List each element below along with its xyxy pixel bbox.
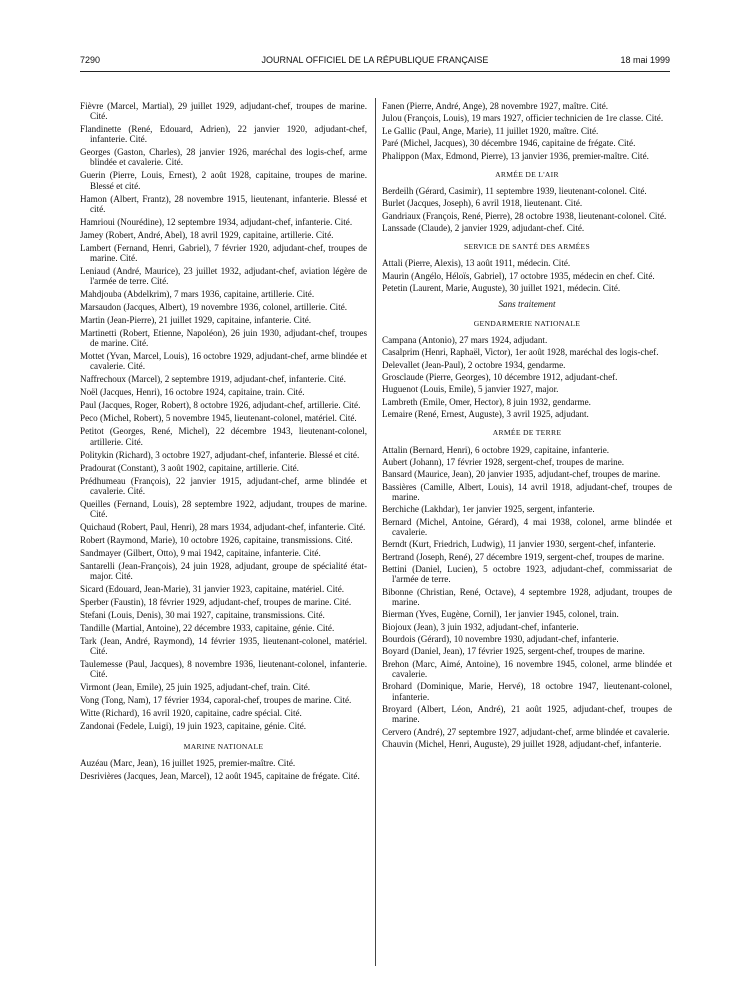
citation-entry: Paré (Michel, Jacques), 30 décembre 1946, capitaine de frégate. Cité. [382, 138, 636, 149]
header-rule [80, 71, 670, 72]
citation-entry: Prédhumeau (François), 22 janvier 1915, adjudant-chef, arme blindée et cavalerie. Cité. [80, 475, 367, 496]
citation-entry: Jamey (Robert, André, Abel), 18 avril 1929, capitaine, artillerie. Cité. [80, 229, 334, 240]
citation-entry: Chauvin (Michel, Henri, Auguste), 29 juillet 1928, adjudant-chef, infanterie. [382, 738, 662, 749]
citation-entry: Boyard (Daniel, Jean), 17 février 1925, sergent-chef, troupes de marine. [382, 646, 645, 657]
section-heading: ARMÉE DE TERRE [492, 428, 562, 438]
citation-entry: Berchiche (Lakhdar), 1er janvier 1925, sergent, infanterie. [382, 504, 595, 515]
citation-entry: Sperber (Faustin), 18 février 1929, adjudant-chef, troupes de marine. Cité. [80, 597, 352, 608]
citation-entry: Lanssade (Claude), 2 janvier 1929, adjudant-chef. Cité. [382, 223, 585, 234]
citation-entry: Auzéau (Marc, Jean), 16 juillet 1925, premier-maître. Cité. [80, 757, 296, 768]
citation-entry: Virmont (Jean, Emile), 25 juin 1925, adjudant-chef, train. Cité. [80, 682, 311, 693]
citation-entry: Bibonne (Christian, René, Octave), 4 septembre 1928, adjudant, troupes de marine. [382, 586, 672, 607]
citation-entry: Martin (Jean-Pierre), 21 juillet 1929, capitaine, infanterie. Cité. [80, 315, 312, 326]
citation-entry: Noël (Jacques, Henri), 16 octobre 1924, capitaine, train. Cité. [80, 387, 305, 398]
citation-entry: Bansard (Maurice, Jean), 20 janvier 1935, adjudant-chef, troupes de marine. [382, 469, 661, 480]
left-column [80, 101, 367, 784]
citation-entry: Fièvre (Marcel, Martial), 29 juillet 1929, adjudant-chef, troupes de marine. Cité. [80, 101, 367, 122]
citation-entry: Sicard (Edouard, Jean-Marie), 31 janvier 1923, capitaine, matériel. Cité. [80, 584, 345, 595]
citation-entry: Gandriaux (François, René, Pierre), 28 octobre 1938, lieutenant-colonel. Cité. [382, 210, 667, 221]
citation-entry: Lambreth (Emile, Omer, Hector), 8 juin 1932, gendarme. [382, 396, 591, 407]
citation-entry: Hamrioui (Nourédine), 12 septembre 1934, adjudant-chef, infanterie. Cité. [80, 216, 353, 227]
citation-entry: Zandonai (Fedele, Luigi), 19 juin 1923, capitaine, génie. Cité. [80, 721, 307, 732]
citation-entry: Bertrand (Joseph, René), 27 décembre 1919, sergent-chef, troupes de marine. [382, 551, 665, 562]
citation-entry: Attali (Pierre, Alexis), 13 août 1911, médecin. Cité. [382, 258, 571, 269]
journal-title: JOURNAL OFFICIEL DE LA RÉPUBLIQUE FRANÇAISE [261, 55, 489, 65]
citation-entry: Peco (Michel, Robert), 5 novembre 1945, lieutenant-colonel, matériel. Cité. [80, 413, 357, 424]
page-header [80, 55, 670, 69]
citation-entry: Delevallet (Jean-Paul), 2 octobre 1934, gendarme. [382, 359, 566, 370]
citation-entry: Grosclaude (Pierre, Georges), 10 décembre 1912, adjudant-chef. [382, 371, 618, 382]
citation-entry: Tandille (Martial, Antoine), 22 décembre 1933, capitaine, génie. Cité. [80, 623, 335, 634]
citation-entry: Brehon (Marc, Aimé, Antoine), 16 novembre 1945, colonel, arme blindée et cavalerie. [382, 658, 672, 679]
citation-entry: Taulemesse (Paul, Jacques), 8 novembre 1936, lieutenant-colonel, infanterie. Cité. [80, 659, 367, 680]
citation-entry: Sandmayer (Gilbert, Otto), 9 mai 1942, capitaine, infanterie. Cité. [80, 547, 321, 558]
page-number: 7290 [80, 55, 101, 65]
section-heading: ARMÉE DE L'AIR [495, 169, 559, 179]
citation-entry: Martinetti (Robert, Etienne, Napoléon), 26 juin 1930, adjudant-chef, troupes de marine. Cité. [80, 328, 367, 349]
citation-entry: Le Gallic (Paul, Ange, Marie), 11 juillet 1920, maître. Cité. [382, 125, 599, 136]
citation-entry: Berndt (Kurt, Friedrich, Ludwig), 11 janvier 1930, sergent-chef, infanterie. [382, 539, 656, 550]
citation-entry: Maurin (Angélo, Héloïs, Gabriel), 17 octobre 1935, médecin en chef. Cité. [382, 270, 655, 281]
citation-entry: Robert (Raymond, Marie), 10 octobre 1926, capitaine, transmissions. Cité. [80, 534, 353, 545]
citation-entry: Witte (Richard), 16 avril 1920, capitaine, cadre spécial. Cité. [80, 708, 302, 719]
citation-entry: Bettini (Daniel, Lucien), 5 octobre 1923, adjudant-chef, commissariat de l'armée de terre. [382, 564, 672, 585]
citation-entry: Flandinette (René, Edouard, Adrien), 22 janvier 1920, adjudant-chef, infanterie. Cité. [80, 124, 367, 145]
right-column [382, 101, 672, 751]
citation-entry: Attalin (Bernard, Henri), 6 octobre 1929, capitaine, infanterie. [382, 444, 610, 455]
citation-entry: Burlet (Jacques, Joseph), 6 avril 1918, lieutenant. Cité. [382, 198, 583, 209]
citation-entry: Pradourat (Constant), 3 août 1902, capitaine, artillerie. Cité. [80, 462, 299, 473]
citation-entry: Vong (Tong, Nam), 17 février 1934, caporal-chef, troupes de marine. Cité. [80, 695, 352, 706]
citation-entry: Mottet (Yvan, Marcel, Louis), 16 octobre 1929, adjudant-chef, arme blindée et cavalerie. Cité. [80, 351, 367, 372]
citation-entry: Fanen (Pierre, André, Ange), 28 novembre 1927, maître. Cité. [382, 101, 609, 111]
citation-entry: Casalprim (Henri, Raphaël, Victor), 1er août 1928, maréchal des logis-chef. [382, 347, 659, 358]
citation-entry: Phalippon (Max, Edmond, Pierre), 13 janvier 1936, premier-maître. Cité. [382, 150, 649, 161]
citation-entry: Quichaud (Robert, Paul, Henri), 28 mars 1934, adjudant-chef, infanterie. Cité. [80, 521, 366, 532]
citation-entry: Julou (François, Louis), 19 mars 1927, officier technicien de 1re classe. Cité. [382, 113, 664, 124]
citation-entry: Paul (Jacques, Roger, Robert), 8 octobre 1926, adjudant-chef, artillerie. Cité. [80, 400, 361, 411]
citation-entry: Mahdjouba (Abdelkrim), 7 mars 1936, capitaine, artillerie. Cité. [80, 289, 315, 300]
section-heading: SERVICE DE SANTÉ DES ARMÉES [463, 242, 591, 252]
issue-date: 18 mai 1999 [620, 55, 670, 65]
citation-entry: Guerin (Pierre, Louis, Ernest), 2 août 1928, capitaine, troupes de marine. Blessé et cité. [80, 170, 367, 191]
citation-entry: Leniaud (André, Maurice), 23 juillet 1932, adjudant-chef, aviation légère de l'armée de terre. Cité. [80, 265, 367, 287]
citation-entry: Huguenot (Louis, Emile), 5 janvier 1927, major. [382, 384, 559, 395]
citation-entry: Berdeilh (Gérard, Casimir), 11 septembre 1939, lieutenant-colonel. Cité. [382, 185, 647, 196]
subtitle: Sans traitement [498, 299, 556, 310]
citation-entry: Aubert (Johann), 17 février 1928, sergent-chef, troupes de marine. [382, 456, 625, 467]
citation-entry: Lemaire (René, Ernest, Auguste), 3 avril 1925, adjudant. [382, 409, 589, 420]
section-heading: GENDARMERIE NATIONALE [473, 318, 581, 328]
citation-entry: Broyard (Albert, Léon, André), 21 août 1925, adjudant-chef, troupes de marine. [382, 703, 672, 725]
citation-entry: Brohard (Dominique, Marie, Hervé), 18 octobre 1947, lieutenant-colonel, infanterie. [382, 681, 672, 702]
citation-entry: Biojoux (Jean), 3 juin 1932, adjudant-chef, infanterie. [382, 621, 579, 632]
citation-entry: Petetin (Laurent, Marie, Auguste), 30 juillet 1921, médecin. Cité. [382, 283, 621, 294]
citation-entry: Tark (Jean, André, Raymond), 14 février 1935, lieutenant-colonel, matériel. Cité. [80, 636, 367, 657]
column-divider [375, 98, 376, 966]
citation-entry: Petitot (Georges, René, Michel), 22 décembre 1943, lieutenant-colonel, artillerie. Cité. [80, 426, 367, 447]
citation-entry: Bierman (Yves, Eugène, Cornil), 1er janvier 1945, colonel, train. [382, 609, 619, 620]
citation-entry: Queilles (Fernand, Louis), 28 septembre 1922, adjudant, troupes de marine. Cité. [80, 498, 367, 519]
citation-entry: Santarelli (Jean-François), 24 juin 1928, adjudant, groupe de spécialité état-major. Cité. [80, 560, 367, 582]
citation-entry: Hamon (Albert, Frantz), 28 novembre 1915, lieutenant, infanterie. Blessé et cité. [80, 193, 367, 214]
section-heading: MARINE NATIONALE [183, 741, 264, 751]
citation-entry: Bernard (Michel, Antoine, Gérard), 4 mai 1938, colonel, arme blindée et cavalerie. [382, 516, 672, 537]
citation-entry: Stefani (Louis, Denis), 30 mai 1927, capitaine, transmissions. Cité. [80, 610, 325, 621]
citation-entry: Marsaudon (Jacques, Albert), 19 novembre 1936, colonel, artillerie. Cité. [80, 302, 348, 313]
citation-entry: Campana (Antonio), 27 mars 1924, adjudant. [382, 334, 548, 345]
citation-entry: Naffrechoux (Marcel), 2 septembre 1919, adjudant-chef, infanterie. Cité. [80, 374, 346, 385]
citation-entry: Cervero (André), 27 septembre 1927, adjudant-chef, arme blindée et cavalerie. [382, 726, 670, 737]
citation-entry: Georges (Gaston, Charles), 28 janvier 1926, maréchal des logis-chef, arme blindée et cavalerie. Cité. [80, 147, 367, 168]
citation-entry: Bourdois (Gérard), 10 novembre 1930, adjudant-chef, infanterie. [382, 634, 619, 644]
citation-entry: Desrivières (Jacques, Jean, Marcel), 12 août 1945, capitaine de frégate. Cité. [80, 770, 360, 781]
citation-entry: Lambert (Fernand, Henri, Gabriel), 7 février 1920, adjudant-chef, troupes de marine. Cité. [80, 242, 367, 263]
citation-entry: Politykin (Richard), 3 octobre 1927, adjudant-chef, infanterie. Blessé et cité. [80, 449, 360, 460]
citation-entry: Bassières (Camille, Albert, Louis), 14 avril 1918, adjudant-chef, troupes de marine. [382, 481, 672, 502]
